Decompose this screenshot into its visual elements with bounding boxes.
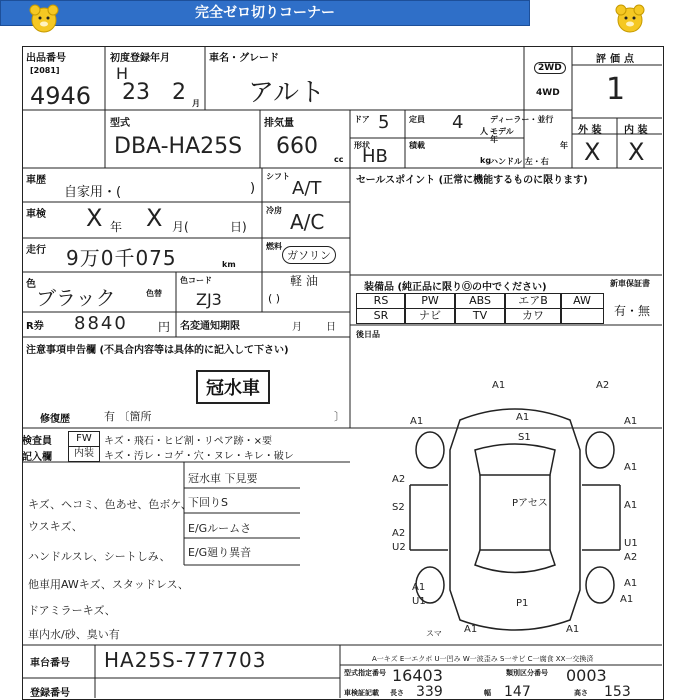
first-reg-month-unit: 月 [192, 99, 200, 108]
reg-label: 登録番号 [30, 688, 70, 699]
shape-value: HB [362, 146, 388, 167]
load-label: 積載 [409, 141, 425, 150]
notice-day: 日 [326, 322, 336, 333]
equip-leather: カワ [504, 308, 562, 324]
remarks-stamp: 冠水車 [196, 370, 270, 404]
inspection-month-unit: 月( [172, 220, 189, 234]
note-right-2: 下回りS [188, 496, 228, 509]
color-code: ZJ3 [196, 290, 222, 309]
interior-value: X [628, 138, 645, 166]
exterior-label: 外 装 [578, 125, 602, 136]
ac-value: A/C [290, 210, 325, 234]
note-right-1: 冠水車 下見要 [188, 472, 258, 485]
inspection-month: X [146, 204, 163, 232]
shape-label: 形状 [354, 141, 370, 150]
notice-label: 名変通知期限 [180, 321, 240, 332]
fuel-diesel: 軽 油 [290, 274, 318, 288]
inspector-fw: FW [68, 431, 100, 447]
inspection-year-unit: 年 [110, 220, 123, 234]
class-no-label: 類別区分番号 [506, 669, 548, 677]
load-unit: kg [480, 156, 492, 165]
damage-label: A2 [392, 474, 406, 485]
damage-label: U1 [624, 538, 638, 549]
damage-label: A1 [412, 582, 426, 593]
rating-label: 評価点 [596, 54, 638, 65]
first-reg-month: 2 [172, 80, 186, 105]
inspector-fw-items: キズ・飛石・ヒビ割・リペア跡・×要 [104, 436, 272, 447]
note-left-5: ドアミラーキズ、 [28, 604, 116, 617]
note-left-1: キズ、ヘコミ、色あせ、色ボケ、 [28, 498, 192, 511]
fuel-paren: ( ) [268, 292, 281, 305]
note-left-4: 他車用AWキズ、スタッドレス、 [28, 578, 189, 591]
first-reg-label: 初度登録年月 [110, 53, 170, 64]
length-value: 339 [416, 684, 443, 700]
equip-abs: ABS [454, 293, 506, 309]
capacity-unit: 人 [480, 127, 488, 136]
handle-label: ハンドル 左・右 [490, 157, 549, 166]
width-label: 幅 [484, 689, 491, 697]
damage-label: A1 [624, 500, 638, 511]
usage-label: 車歴 [26, 175, 46, 186]
inspector-label1: 検査員 [22, 436, 52, 447]
name-label: 車名・グレード [209, 53, 279, 64]
ac-label: 冷房 [266, 206, 282, 215]
color-change-label: 色替 [146, 289, 162, 298]
note-left-6: 車内水/砂、臭い有 [28, 628, 120, 641]
inspection-label: 車検 [26, 209, 46, 220]
damage-label: A1 [624, 578, 638, 589]
doors-label: ドア [354, 115, 370, 124]
equipment-label: 装備品 (純正品に限りⓄの中でください) [364, 282, 547, 293]
color-code-label: 色コード [180, 276, 212, 285]
class-no-value: 0003 [566, 666, 607, 685]
damage-label: スマ [426, 629, 442, 638]
drive-2wd: 2WD [534, 62, 566, 74]
capacity-value: 4 [452, 112, 464, 133]
inspector-in-items: キズ・汚レ・コゲ・穴・ヌレ・キレ・破レ [104, 451, 294, 462]
equip-pw: PW [404, 293, 456, 309]
width-value: 147 [504, 684, 531, 700]
backseat-label: 後日品 [356, 330, 380, 339]
damage-legend: A一キズ E一エクボ U一凹み W一波歪み S一サビ C一腐食 XX一交換済 [372, 655, 594, 663]
inspection-year: X [86, 204, 103, 232]
note-left-2: ウスキズ、 [28, 520, 83, 533]
damage-label: A1 [620, 594, 634, 605]
damage-label: A1 [492, 380, 506, 391]
damage-label: A2 [392, 528, 406, 539]
mileage-label: 走行 [26, 245, 46, 256]
lot-sub: [2081] [30, 66, 60, 75]
color-value: ブラック [36, 286, 116, 310]
damage-label: U1 [412, 596, 426, 607]
type-no-value: 16403 [392, 666, 443, 685]
usage-close: ) [250, 181, 256, 196]
equip-tv: TV [454, 308, 506, 324]
shift-value: A/T [292, 178, 322, 199]
lot-number-label: 出品番号 [26, 53, 66, 64]
doors-value: 5 [378, 112, 390, 133]
inspector-label2: 記入欄 [22, 452, 52, 463]
car-name: アルト [248, 78, 325, 108]
mileage-value: 9万0千075 [66, 246, 177, 270]
damage-label: P1 [516, 598, 529, 609]
drive-4wd: 4WD [536, 88, 560, 98]
lot-number: 4946 [30, 82, 92, 110]
first-reg-era: H [116, 64, 129, 83]
chassis-value: HA25S-777703 [104, 648, 267, 672]
notice-month: 月 [292, 322, 302, 333]
exterior-value: X [584, 138, 601, 166]
damage-label: S2 [392, 502, 405, 513]
damage-label: A1 [464, 624, 478, 635]
warranty-label: 新車保証書 [610, 279, 650, 288]
rating-value: 1 [606, 72, 626, 107]
displacement-unit: cc [334, 155, 344, 164]
chassis-label: 車台番号 [30, 658, 70, 669]
damage-label: A1 [410, 416, 424, 427]
equip-airbag: エアB [504, 293, 562, 309]
model-label: 型式 [110, 118, 130, 129]
inspection-day-unit: 日) [230, 220, 247, 234]
model-value: DBA-HA25S [114, 134, 243, 159]
note-right-4: E/G廻り異音 [188, 546, 252, 559]
recycle-value: 8840 [74, 313, 128, 334]
repair-close: 〕 [334, 410, 345, 423]
displacement-label: 排気量 [264, 118, 294, 129]
repair-label: 修復歴 [40, 414, 70, 425]
length-label: 長さ [390, 689, 404, 697]
displacement-value: 660 [276, 134, 318, 159]
equip-sr: SR [356, 308, 406, 324]
damage-label: A2 [596, 380, 610, 391]
page-banner: 完全ゼロ切りコーナー [0, 0, 530, 26]
damage-label: A1 [566, 624, 580, 635]
interior-label: 内 装 [624, 125, 648, 136]
damage-label: A2 [624, 552, 638, 563]
damage-label: S1 [518, 432, 531, 443]
repair-value: 有 〔箇所 [104, 410, 152, 423]
shift-label: シフト [266, 172, 290, 181]
cert-label: 車検証記載 [344, 689, 379, 697]
mileage-unit: km [222, 260, 236, 269]
first-reg-year: 23 [122, 80, 150, 105]
sales-point-label: セールスポイント (正常に機能するものに限ります) [356, 175, 588, 186]
car-diagram [380, 390, 650, 650]
damage-label: A1 [624, 462, 638, 473]
note-left-3: ハンドルスレ、シートしみ、 [28, 550, 171, 563]
damage-label: A1 [516, 412, 530, 423]
equip-navi: ナビ [404, 308, 456, 324]
damage-label: U2 [392, 542, 406, 553]
inspector-in: 内装 [68, 446, 100, 462]
damage-label: A1 [624, 416, 638, 427]
color-label: 色 [26, 279, 36, 290]
recycle-unit: 円 [158, 320, 171, 334]
remarks-label: 注意事項申告欄 (不具合内容等は具体的に記入して下さい) [26, 345, 289, 356]
height-value: 153 [604, 684, 631, 700]
note-right-3: E/Gルームさ [188, 522, 252, 535]
model-year-label: モデル年 [490, 127, 514, 144]
warranty-value: 有・無 [614, 304, 651, 318]
recycle-label: R券 [26, 321, 44, 332]
damage-label: Pアセス [512, 498, 548, 509]
model-year-unit: 年 [560, 141, 568, 150]
fuel-gasoline: ガソリン [282, 246, 336, 264]
usage-value: 自家用・( [64, 185, 122, 200]
equip-rs: RS [356, 293, 406, 309]
fuel-label: 燃料 [266, 242, 282, 251]
type-no-label: 型式指定番号 [344, 669, 386, 677]
equip-aw: AW [560, 293, 604, 309]
dealer-label: ディーラー・並行 [490, 115, 554, 124]
height-label: 高さ [574, 689, 588, 697]
capacity-label: 定員 [409, 115, 425, 124]
